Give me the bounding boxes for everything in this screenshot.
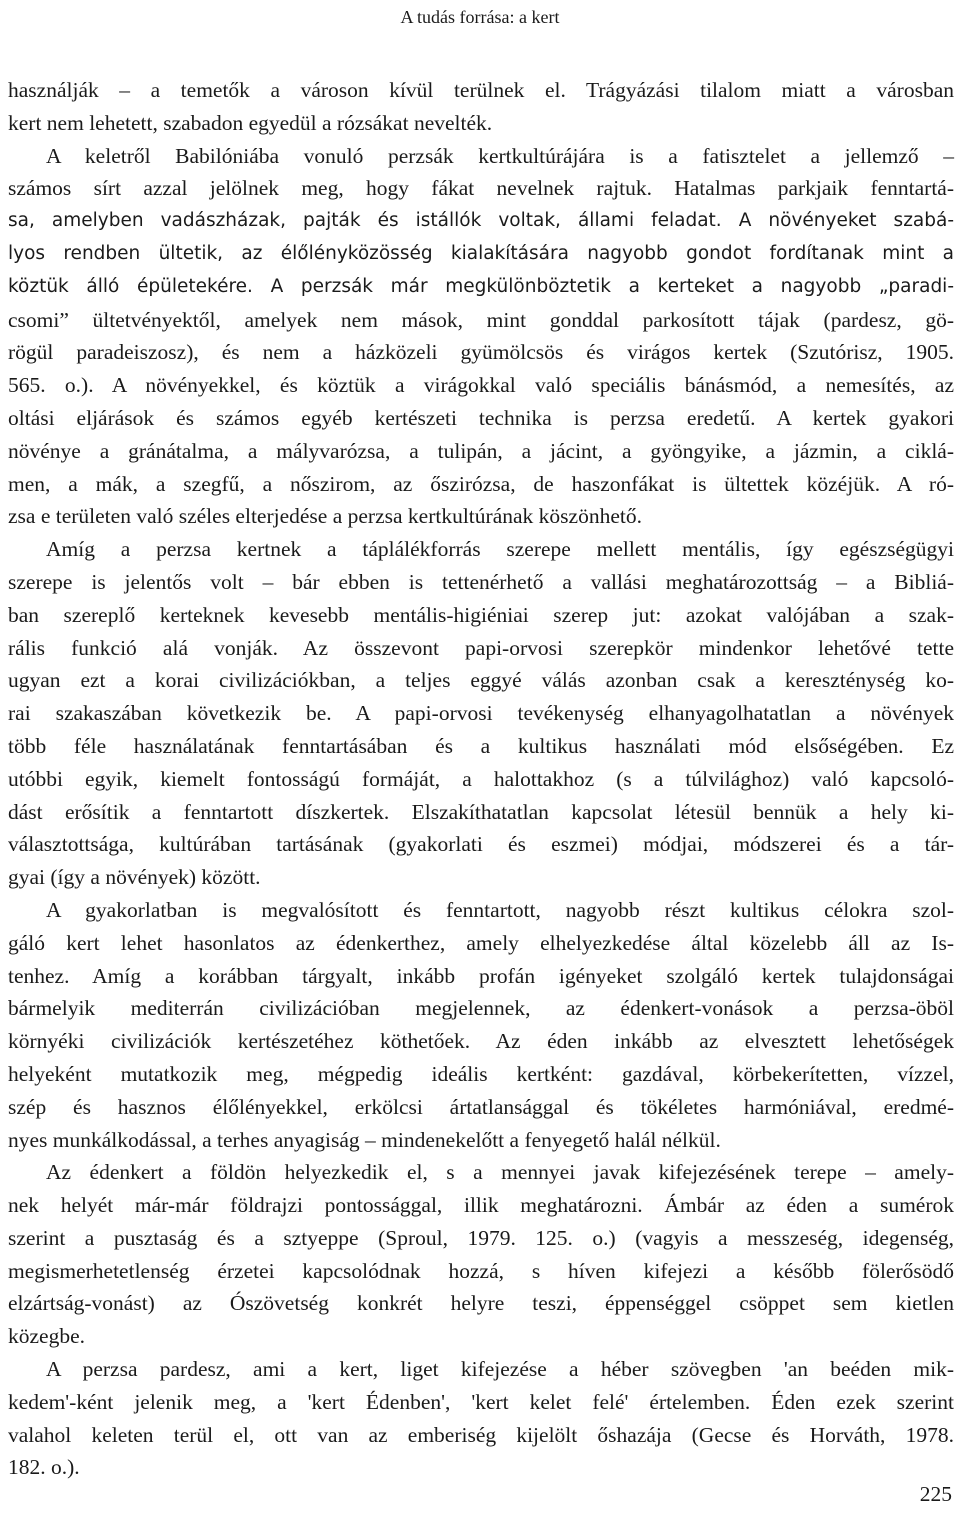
text-line: gáló kert lehet hasonlatos az édenkerthez, amely elhelyezkedése által közelebb áll az Is- [8, 930, 954, 955]
text-line: rai szakaszában következik be. A papi-orvosi tevékenység elhanyagolhatatlan a növények [8, 701, 954, 726]
text-line: nyes munkálkodással, a terhes anyagiság – mindenekelőtt a fenyegető halál nélkül. [8, 1127, 721, 1152]
text-line: Amíg a perzsa kertnek a táplálékforrás szerepe mellett mentális, így egészségügyi [46, 537, 954, 562]
text-line: valahol keleten terül el, ott van az emberiség kijelölt őshazája (Gecse és Horváth, 1978. [8, 1422, 954, 1447]
text-line: növénye a gránátalma, a mályvarózsa, a tulipán, a jácint, a gyöngyike, a jázmin, a ciklá- [8, 438, 954, 463]
text-line: több féle használatának fenntartásában és a kultikus használati mód elsőségében. Ez [8, 733, 954, 758]
text-line: szerepe is jelentős volt – bár ebben is tettenérhető a vallási meghatározottság – a Bibliá- [8, 569, 954, 594]
text-line: nek helyét már-már földrajzi pontossággal, illik meghatározni. Ámbár az éden a sumérok [8, 1193, 954, 1218]
text-line: helyeként mutatkozik meg, mégpedig ideális kertként: gazdával, körbekerítetten, vízzel, [8, 1061, 954, 1086]
text-line: használják – a temetők a városon kívül terülnek el. Trágyázási tilalom miatt a városban [8, 78, 954, 102]
text-line: bármelyik mediterrán civilizációban megjelennek, az édenkert-vonások a perzsa-öböl [8, 996, 954, 1021]
text-line: utóbbi egyik, kiemelt fontosságú formáját, a halottakhoz (s a túlvilághoz) való kapcsoló- [8, 766, 954, 791]
text-line: dást erősítik a fenntartott díszkertek. Elszakíthatatlan kapcsolat létesül bennük a hely ki- [8, 799, 954, 824]
text-line: környéki civilizációk kertészetéhez köthetőek. Az éden inkább az elvesztett lehetőségek [8, 1029, 954, 1054]
text-line: 182. o.). [8, 1455, 80, 1480]
text-line: kert nem lehetett, szabadon egyedül a rózsákat nevelték. [8, 110, 493, 135]
running-header: A tudás forrása: a kert [400, 7, 560, 27]
text-line: A gyakorlatban is megvalósított és fenntartott, nagyobb részt kultikus célokra szol- [46, 897, 954, 922]
text-line: men, a mák, a szegfű, a nőszirom, az őszirózsa, de haszonfákat is ültettek közéjük. A ró- [8, 471, 954, 496]
text-line: A keletről Babilóniába vonuló perzsák kertkultúrájára is a fatisztelet a jellemző – [46, 143, 954, 168]
text-line: gyai (így a növények) között. [8, 865, 261, 890]
page-number: 225 [919, 1482, 952, 1506]
text-line: Az édenkert a földön helyezkedik el, s a mennyei javak kifejezésének terepe – amely- [46, 1160, 954, 1185]
text-line: közegbe. [8, 1324, 86, 1349]
text-line: lyos rendben ültetik, az élőlényközösség kialakítására nagyobb gondot fordítanak mint a [8, 242, 954, 264]
body-text [8, 74, 954, 1484]
text-line: csomi” ültetvényektől, amelyek nem mások, mint gonddal parkosított tájak (pardesz, gö- [8, 307, 954, 332]
text-line: ban szereplő kerteknek kevesebb mentális-higiéniai szerep jut: azokat valójában a szak- [8, 602, 954, 627]
text-line: zsa e területen való széles elterjedése a perzsa kertkultúrának köszönhető. [8, 504, 642, 529]
text-line: rögül paradeiszosz), és nem a házközeli gyümölcsös és virágos kertek (Szutórisz, 1905. [8, 340, 954, 365]
text-line: választottsága, kultúrában tartásának (gyakorlati és eszmei) módjai, módszerei és a tár- [8, 832, 954, 857]
text-line: megismerhetetlenség érzetei kapcsolódnak hozzá, s híven kifejezi a később fölerősödő [8, 1258, 954, 1283]
text-line: rális funkció alá vonják. Az összevont papi-orvosi szerepkör mindenkor lehetővé tette [8, 635, 954, 660]
text-line: tenhez. Amíg a korábban tárgyalt, inkább profán igényeket szolgáló kertek tulajdonságai [8, 963, 954, 988]
text-line: számos sírt azzal jelölnek meg, hogy fákat nevelnek rajtuk. Hatalmas parkjaik fenntartá- [8, 176, 954, 201]
text-line: ugyan ezt a korai civilizációkban, a teljes eggyé válás azonban csak a kereszténység ko- [8, 668, 954, 693]
text-line: 565. o.). A növényekkel, és köztük a virágokkal való speciális bánásmód, a nemesítés, az [8, 373, 954, 398]
text-line: köztük álló épületekére. A perzsák már megkülönböztetik a kerteket a nagyobb „paradi- [8, 275, 954, 297]
text-line: oltási eljárások és számos egyéb kertészeti technika is perzsa eredetű. A kertek gyakori [8, 405, 954, 430]
text-line: szép és hasznos élőlényekkel, erkölcsi ártatlansággal és tökéletes harmóniával, eredmé- [8, 1094, 954, 1119]
text-line: szerint a pusztaság és a sztyeppe (Sproul, 1979. 125. o.) (vagyis a messzeség, idegenség, [8, 1225, 954, 1250]
text-line: sa, amelyben vadászházak, pajták és istállók voltak, állami feladat. A növényeket szabá- [8, 210, 954, 232]
text-line: A perzsa pardesz, ami a kert, liget kifejezése a héber szövegben 'an beéden mik- [46, 1357, 954, 1382]
text-line: kedem'-ként jelenik meg, a 'kert Édenben', 'kert kelet felé' értelemben. Éden ezek szerint [8, 1389, 954, 1414]
text-line: elzártság-vonást) az Ószövetség konkrét helyre teszi, éppenséggel csöppet sem kietlen [8, 1291, 954, 1316]
